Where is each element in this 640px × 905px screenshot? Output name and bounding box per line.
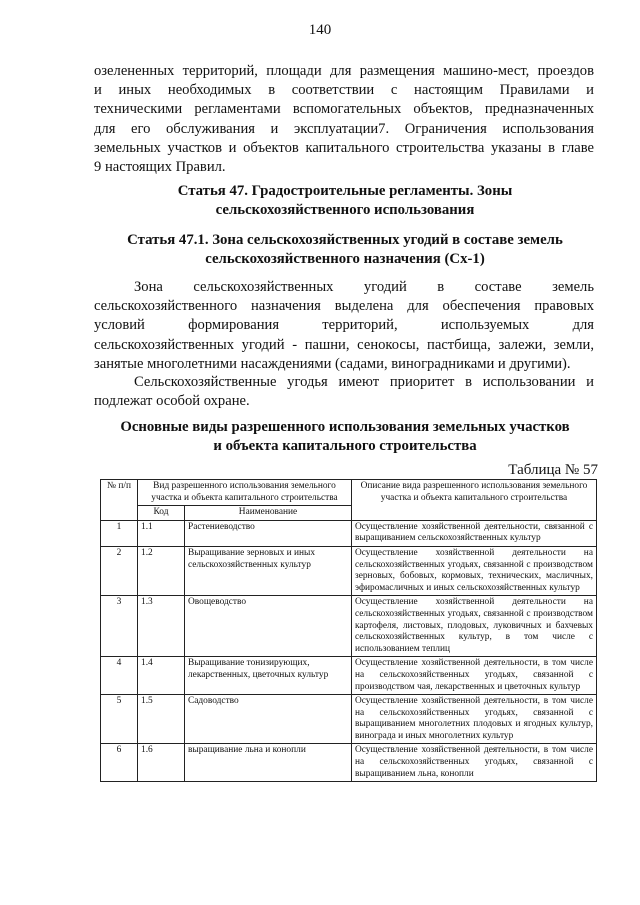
intro-line: и иных необходимых в соответствии с настоящим Правилами и [94,82,594,99]
row-description: Осуществление хозяйственной деятельности, в том числе на сельскохозяйственных угодьях, связанной с выращиванием льна, конопли [352,744,597,782]
article-47-1-heading [80,231,610,269]
table-row [101,744,597,782]
row-number: 5 [101,695,138,744]
zone-line: занятые многолетними насаждениями (садами, виноградниками и другими). [94,355,571,372]
heading-line: Основные виды разрешенного использования земельных участков [120,419,570,435]
table-row [101,596,597,657]
row-description: Осуществление хозяйственной деятельности, связанной с выращиванием сельскохозяйственных культур [352,520,597,546]
row-code: 1.4 [138,657,185,695]
header-description: Описание вида разрешенного использования земельного участка и объекта капитального строительства [352,480,597,521]
row-number: 4 [101,657,138,695]
zone-line: Зона сельскохозяйственных угодий в составе земель [134,279,594,295]
row-description: Осуществление хозяйственной деятельности на сельскохозяйственных угодьях, связанной с производством картофеля, листовых, плодовых, луковичных и бахчевых сельскохозяйственных культур, в том числе с использованием теплиц [352,596,597,657]
priority-line: Сельскохозяйственные угодья имеют приоритет в использовании и [134,374,594,390]
intro-paragraph [94,62,594,177]
heading-line: Статья 47.1. Зона сельскохозяйственных угодий в составе земель [127,232,563,248]
priority-line: подлежат особой охране. [94,393,250,410]
row-code: 1.2 [138,546,185,595]
row-code: 1.6 [138,744,185,782]
header-number: № п/п [101,480,138,521]
intro-line: озелененных территорий, площади для размещения машино-мест, проездов [94,63,594,79]
row-number: 3 [101,596,138,657]
heading-line: Статья 47. Градостроительные регламенты. Зоны [177,183,513,199]
zone-paragraph [94,278,594,374]
article-47-heading [80,182,610,220]
intro-line: 9 настоящих Правил. [94,158,226,175]
table-row [101,695,597,744]
zone-line: условий формирования территорий, используемых для [94,317,594,334]
row-description: Осуществление хозяйственной деятельности на сельскохозяйственных угодьях, связанной с производством зерновых, бобовых, кормовых, технических, масличных, эфиромасличных и иных сельскохозяйственных культур [352,546,597,595]
heading-line: и объекта капитального строительства [213,438,477,454]
row-description: Осуществление хозяйственной деятельности, в том числе на сельскохозяйственных угодьях, связанной с производством чая, лекарственных и цветочных культур [352,657,597,695]
row-name: выращивание льна и конопли [185,744,352,782]
row-number: 6 [101,744,138,782]
row-code: 1.5 [138,695,185,744]
zone-line: сельскохозяйственных угодий - пашни, сенокосы, пастбища, залежи, земли, [94,336,594,353]
row-code: 1.1 [138,520,185,546]
land-use-table [100,479,597,782]
table-row [101,546,597,595]
row-name: Садоводство [185,695,352,744]
row-name: Овощеводство [185,596,352,657]
zone-line: сельскохозяйственного назначения выделена для обеспечения правовых [94,298,594,315]
intro-line: техническими регламентами вспомогательных объектов, предназначенных [94,101,594,118]
table-row [101,520,597,546]
header-name: Наименование [185,506,352,521]
table-caption: Таблица № 57 [508,462,598,478]
header-code: Код [138,506,185,521]
row-code: 1.3 [138,596,185,657]
intro-line: для его обслуживания и эксплуатации7. Ограничения использования [94,120,594,137]
row-number: 1 [101,520,138,546]
intro-line: земельных участков и объектов капитального строительства указаны в главе [94,139,594,156]
row-name: Выращивание зерновых и иных сельскохозяйственных культур [185,546,352,595]
row-description: Осуществление хозяйственной деятельности, в том числе на сельскохозяйственных угодьях, связанной с выращиванием многолетних плодовых и ягодных культур, винограда и иных многолетних культур [352,695,597,744]
table-row [101,657,597,695]
row-name: Выращивание тонизирующих, лекарственных, цветочных культур [185,657,352,695]
header-kind: Вид разрешенного использования земельного участка и объекта капитального строительства [138,480,352,506]
page-number: 140 [308,22,332,38]
heading-line: сельскохозяйственного назначения (Сх-1) [205,251,485,267]
table-header-row [101,480,597,506]
row-number: 2 [101,546,138,595]
priority-paragraph [94,373,594,411]
row-name: Растениеводство [185,520,352,546]
table-heading [80,418,610,456]
heading-line: сельскохозяйственного использования [215,202,475,218]
